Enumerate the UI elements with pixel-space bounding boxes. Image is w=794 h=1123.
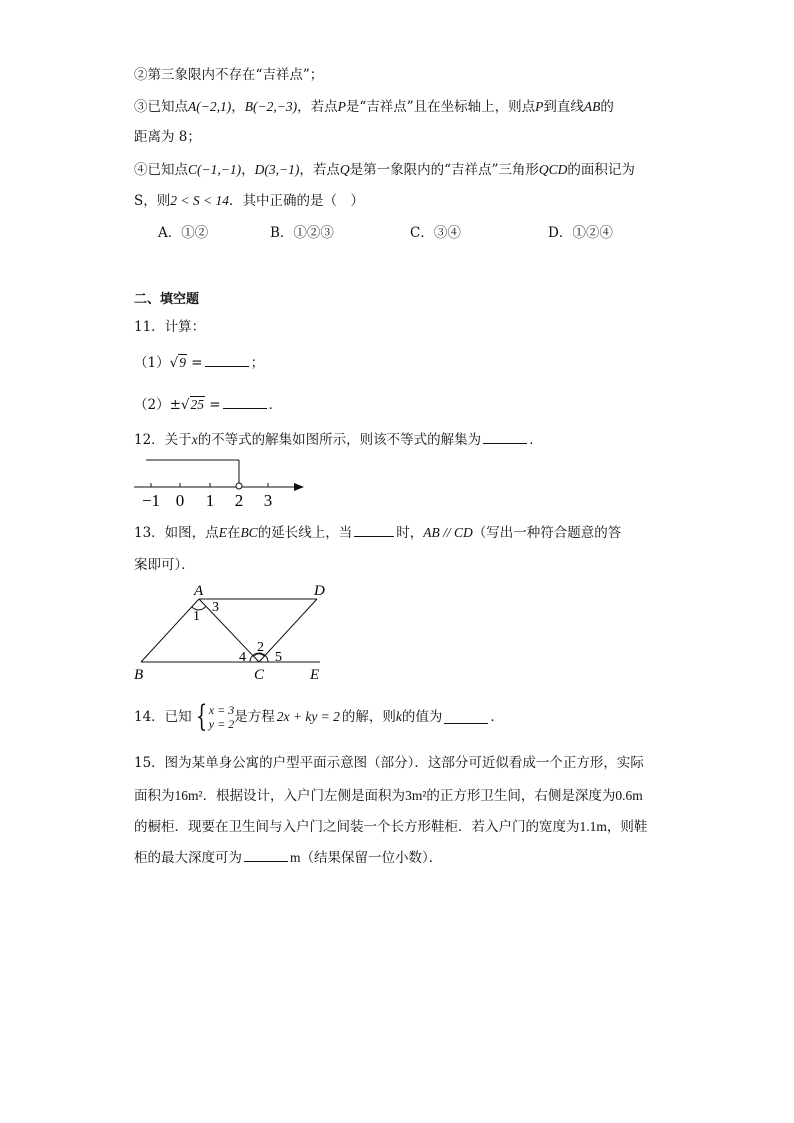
text: 的解，则 [341,709,396,725]
text: （2） [134,397,170,413]
q15-line3 [134,818,647,836]
q11-stem: 11．计算： [134,319,206,335]
answer-blank [223,396,267,409]
equation-system [192,699,235,734]
point-P: P [535,99,544,114]
text: 13．如图，点 [134,525,219,541]
text: 的橱柜．现要在卫生间与入户门之间装一个长方形鞋柜．若入户门的宽度为 [134,819,580,835]
value-area: 3m² [405,788,427,803]
text: 柜的最大深度可为 [134,850,242,866]
q13-line2: 案即可）． [134,557,195,573]
text: 14．已知 [134,709,192,725]
text: 是“吉祥点”且在坐标轴上，则点 [345,99,536,115]
q10-item3 [134,98,614,116]
text: 的正方形卫生间，右侧是深度为 [426,788,616,804]
arrow-icon [294,483,304,491]
text: 的值为 [401,709,443,725]
text: ．根据设计，入户门左侧是面积为 [202,788,406,804]
text: ③已知点 [134,99,188,115]
text: 在 [226,525,241,541]
text: ． [490,709,504,725]
variable-x: x [191,432,198,447]
text: （1） [134,355,170,371]
plus-minus: ± [169,397,181,413]
option-d: D．①②④ [548,225,613,241]
angle-label-4: 4 [239,650,246,665]
answer-blank [244,849,288,862]
text: 的延长线上，当 [257,525,353,541]
radicand: 25 [190,397,205,412]
equation: 2x + ky = 2 [276,709,340,724]
segment-AB [141,599,199,662]
value-width: 1.1m [579,819,607,834]
option-a: A．①② [158,225,209,241]
text: 的不等式的解集如图所示，则该不等式的解集为 [197,432,482,448]
point-B: B(−2,−3) [244,99,298,114]
point-C: C(−1,−1) [188,162,242,177]
text: ，若点 [299,162,340,178]
text: ④已知点 [134,162,188,178]
text: 到直线 [543,99,584,115]
inequality: 2 < S < 14 [170,193,229,208]
tick-label: 3 [263,491,273,510]
answer-blank [205,354,249,367]
q15-line1: 15．图为某单身公寓的户型平面示意图（部分）．这部分可近似看成一个正方形，实际 [134,755,644,771]
text: 时， [396,525,424,541]
tick-label: 1 [205,491,215,510]
q10-item2: ②第三象限内不存在“吉祥点”； [134,67,324,83]
q10-item4-line2 [134,192,364,210]
answer-blank [444,711,488,724]
label-E: E [310,667,320,683]
q12-stem [134,431,543,449]
text: 的 [600,99,614,115]
text: 是第一象限内的“吉祥点”三角形 [349,162,539,178]
number-line-figure [128,452,318,512]
q10-item3-line2: 距离为 8； [134,129,201,145]
text: ，若点 [297,99,338,115]
point-P: P [337,99,346,114]
open-circle [236,483,242,489]
text: 的面积记为 [567,162,635,178]
label-B: B [134,667,144,683]
text: ， [241,162,255,178]
section-title: 二、填空题 [134,292,200,307]
point-A: A(−2,1) [188,99,232,114]
variable-k: k [395,709,402,724]
text: ． [529,432,543,448]
brace-icon: { [195,699,207,734]
sqrt-symbol: √25 [180,397,205,413]
system-row: x = 3 [208,703,235,717]
angle-label-2: 2 [257,640,264,655]
q11-part1 [134,354,264,372]
segment-BC: BC [240,525,258,540]
radicand: 9 [179,355,186,370]
text: （结果保留一位小数）． [300,850,443,866]
text: 是方程 [234,709,275,725]
system-row: y = 2 [208,717,235,731]
tick-label: 2 [234,491,244,510]
text: 12．关于 [134,432,192,448]
q15-line2 [134,787,643,805]
tick-label: 0 [175,491,185,510]
option-b: B．①②③ [270,225,334,241]
angle-label-5: 5 [275,650,282,665]
text: ， [231,99,245,115]
q10-item4 [134,161,635,179]
tick-label: −1 [141,491,161,510]
parallel-statement: AB // CD [423,525,473,540]
text: = [186,355,203,371]
q13-stem [134,524,621,542]
q11-part2 [134,396,282,414]
point-D: D(3,−1) [254,162,300,177]
text: ．其中正确的是（ ） [228,193,364,209]
unit: m [290,850,301,865]
label-D: D [314,583,325,599]
sqrt-symbol: √9 [169,355,186,371]
label-A: A [194,583,204,599]
point-Q: Q [339,162,350,177]
text: （写出一种符合题意的答 [472,525,622,541]
option-c: C．③④ [410,225,461,241]
segment-AC [199,599,259,662]
text: ，则鞋 [606,819,648,835]
q15-line4 [134,849,442,867]
answer-blank [483,431,527,444]
value-depth: 0.6m [615,788,643,803]
text: 面积为 [134,788,175,804]
text: S，则 [134,193,171,209]
segment-DC [259,599,317,662]
label-C: C [254,667,265,683]
text: = [205,397,221,413]
answer-blank [354,524,394,537]
system-rows [209,703,234,731]
triangle-QCD: QCD [538,162,568,177]
text: ； [250,355,265,371]
text: ． [268,397,283,413]
parallelogram-figure [130,580,340,685]
angle-label-3: 3 [212,600,219,615]
q14-stem [134,700,504,734]
line-AB: AB [583,99,601,114]
value-area: 16m² [174,788,203,803]
point-E: E [218,525,227,540]
angle-label-1: 1 [193,609,200,624]
